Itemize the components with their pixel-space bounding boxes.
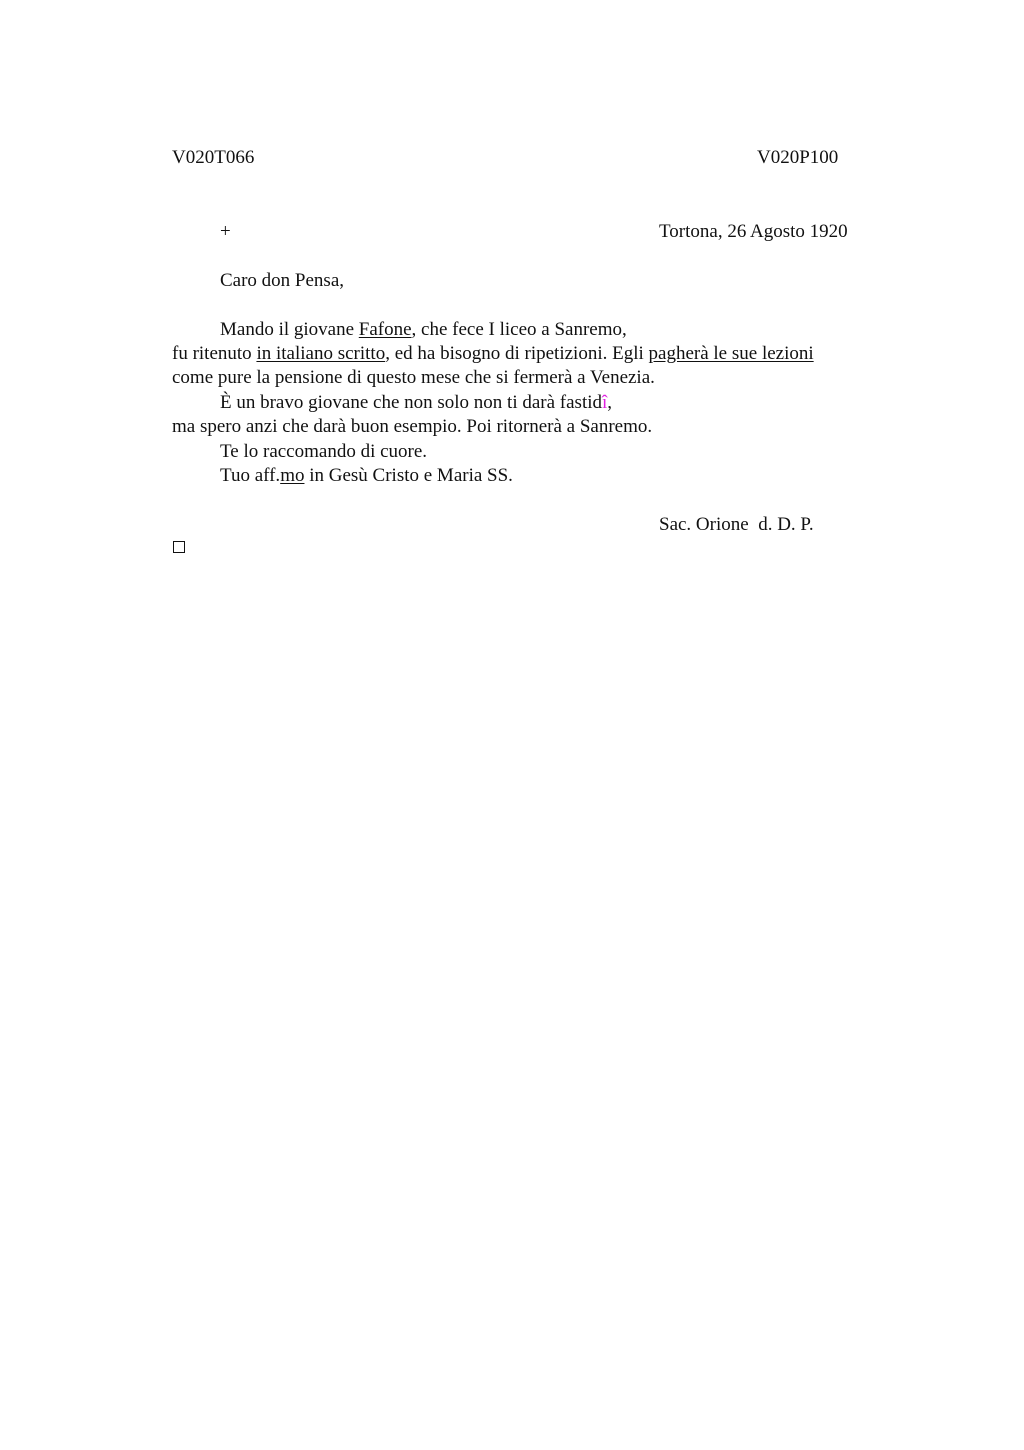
body-line-1-text-b: , che fece I liceo a Sanremo, [411, 319, 627, 340]
body-line-2-text-a: fu ritenuto [172, 343, 257, 364]
body-line-5: ma spero anzi che darà buon esempio. Poi ritornerà a Sanremo. [172, 416, 653, 437]
place-date: Tortona, 26 Agosto 1920 [659, 221, 848, 242]
square-outline-icon [173, 541, 185, 553]
underlined-subject: in italiano scritto [256, 343, 386, 364]
body-line-2-text-b: , ed ha bisogno di ripetizioni. Egli [385, 343, 649, 364]
signature: Sac. Orione d. D. P. [659, 514, 814, 535]
underlined-payment: pagherà le sue lezioni [648, 343, 814, 364]
closing-line-text-b: in Gesù Cristo e Maria SS. [304, 465, 513, 486]
body-line-3: come pure la pensione di questo mese che si fermerà a Venezia. [172, 367, 655, 388]
salutation: Caro don Pensa, [220, 270, 345, 291]
closing-line [220, 464, 513, 488]
underlined-name: Fafone [358, 319, 412, 340]
right-reference-code: V020P100 [757, 147, 839, 168]
body-line-1 [220, 318, 627, 342]
body-line-4 [220, 391, 612, 415]
cross-symbol: + [220, 221, 231, 242]
body-line-2 [172, 342, 814, 366]
body-line-1-text-a: Mando il giovane [220, 319, 359, 340]
body-line-4-text-b: , [607, 392, 613, 413]
accent-character: î [602, 392, 608, 413]
left-reference-code: V020T066 [172, 147, 255, 168]
underlined-abbreviation: mo [280, 465, 305, 486]
closing-line-text-a: Tuo aff. [220, 465, 281, 486]
body-line-6: Te lo raccomando di cuore. [220, 441, 428, 462]
body-line-4-text-a: È un bravo giovane che non solo non ti darà fastid [220, 392, 603, 413]
